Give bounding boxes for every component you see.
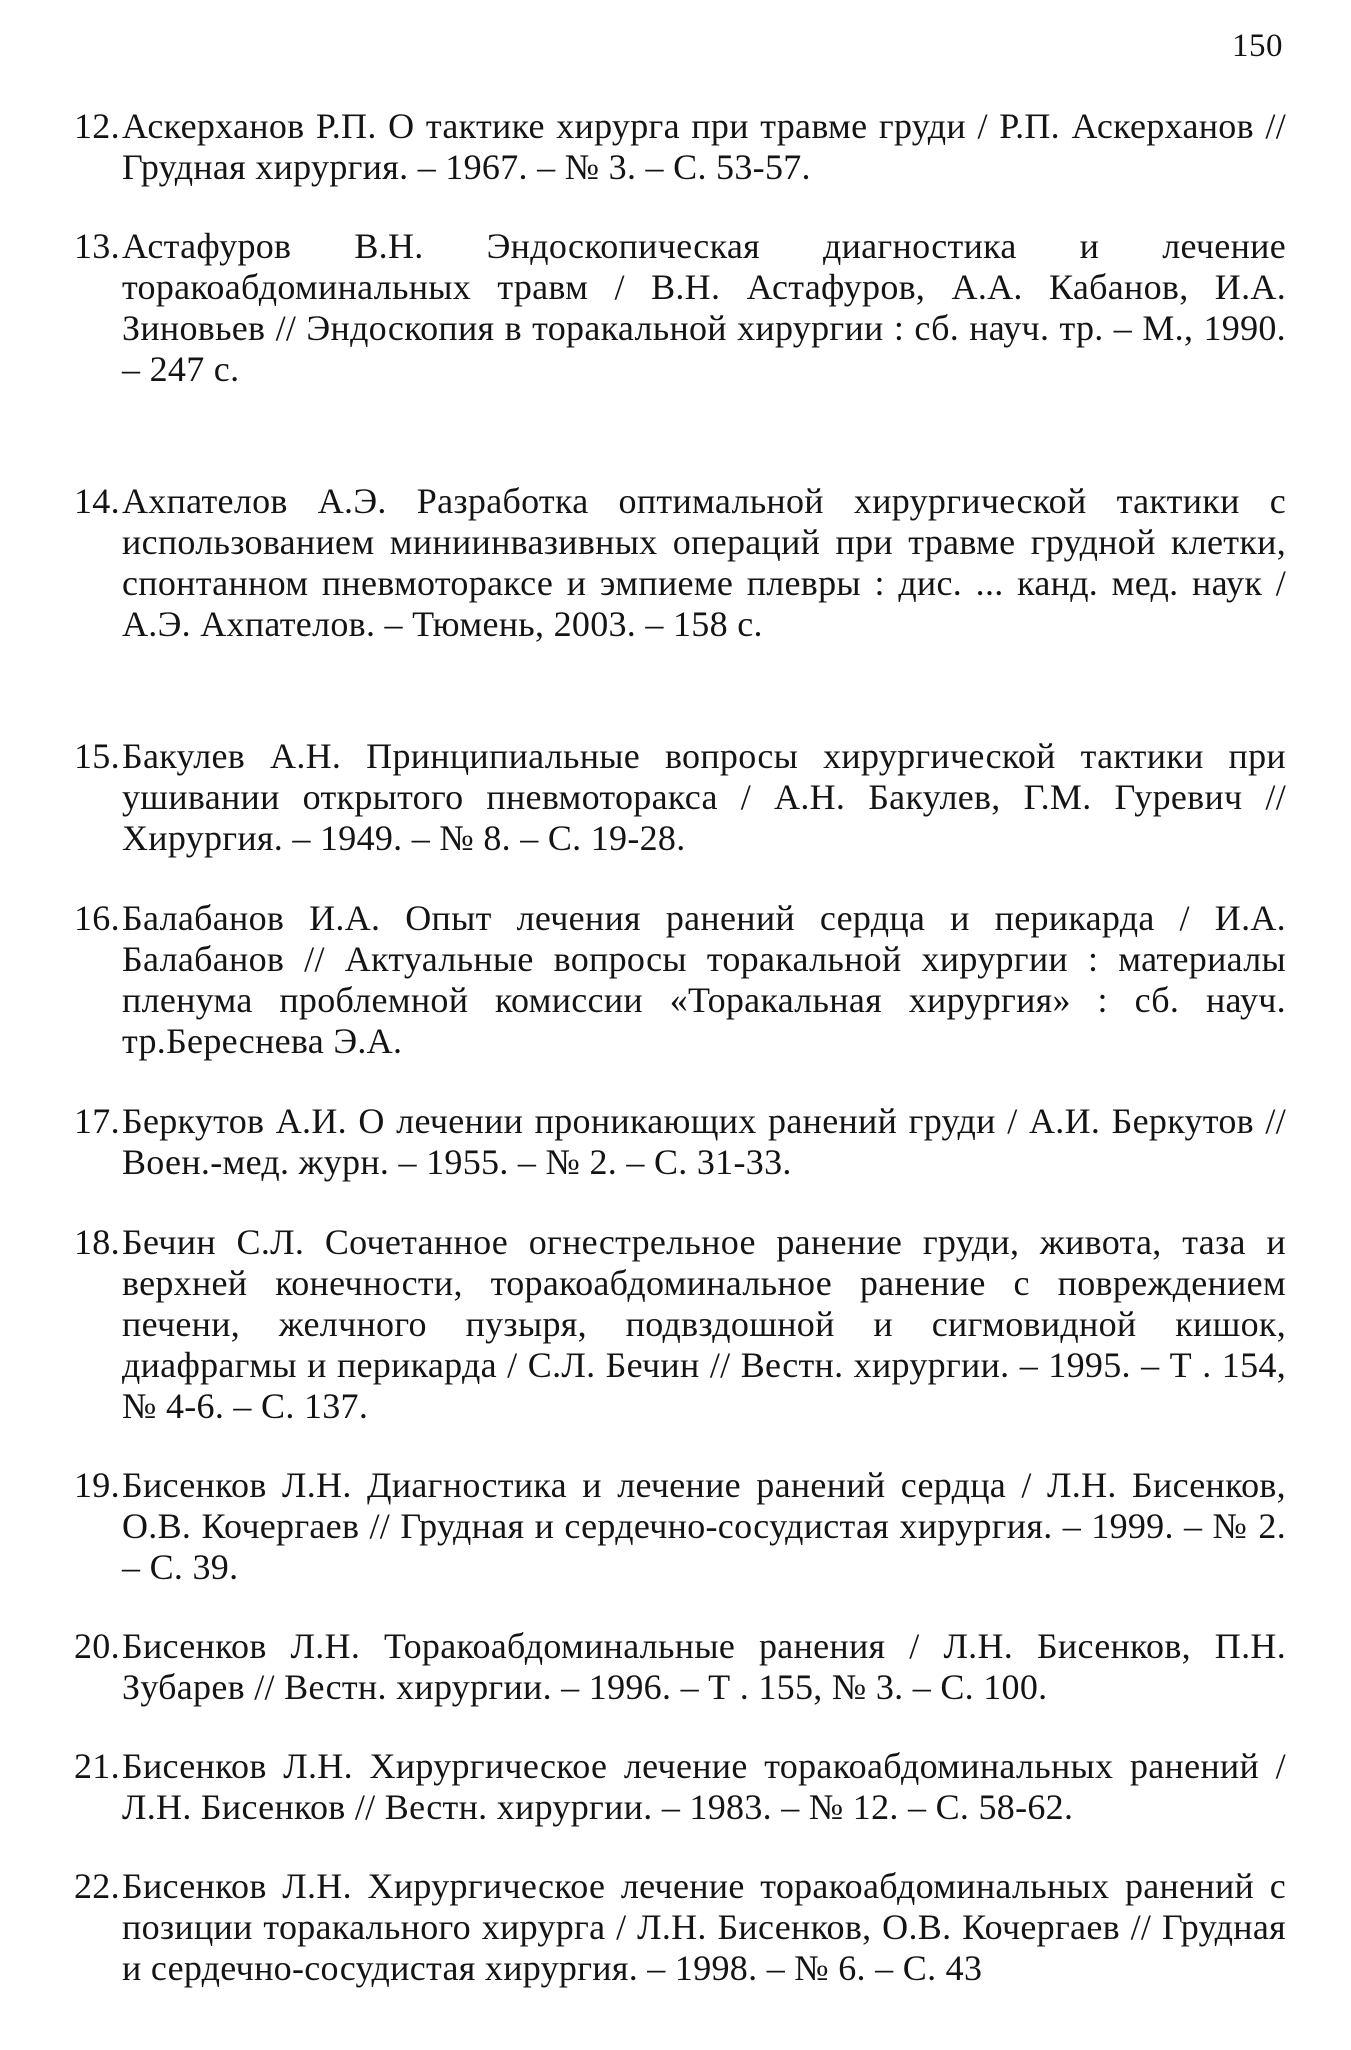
reference-text: Бисенков Л.Н. Диагностика и лечение ранений сердца / Л.Н. Бисенков, О.В. Кочергаев // Грудная и сердечно-сосудистая хирургия. – 1999. – № 2. – С. 39. xyxy=(122,1465,1286,1587)
reference-text: Бакулев А.Н. Принципиальные вопросы хирургической тактики при ушивании открытого пневмоторакса / А.Н. Бакулев, Г.М. Гуревич // Хирургия. – 1949. – № 8. – С. 19-28. xyxy=(122,736,1286,858)
reference-text: Бисенков Л.Н. Торакоабдоминальные ранения / Л.Н. Бисенков, П.Н. Зубарев // Вестн. хирургии. – 1996. – Т . 155, № 3. – С. 100. xyxy=(122,1626,1286,1707)
reference-number: 12. xyxy=(74,106,120,146)
reference-item xyxy=(74,1465,1286,1588)
reference-number: 16. xyxy=(74,898,120,938)
reference-item xyxy=(74,1746,1286,1828)
reference-number: 20. xyxy=(74,1626,120,1666)
reference-text: Бечин С.Л. Сочетанное огнестрельное ранение груди, живота, таза и верхней конечности, торакоабдоминальное ранение с повреждением печени, желчного пузыря, подвздошной и сигмовидной кишок, диафрагмы и перикарда / С.Л. Бечин // Вестн. хирургии. – 1995. – Т . 154, № 4-6. – С. 137. xyxy=(122,1222,1286,1426)
reference-number: 19. xyxy=(74,1465,120,1505)
reference-text: Бисенков Л.Н. Хирургическое лечение торакоабдоминальных ранений с позиции торакального хирурга / Л.Н. Бисенков, О.В. Кочергаев // Грудная и сердечно-сосудистая хирургия. – 1998. – № 6. – С. 43 xyxy=(122,1866,1286,1988)
reference-item xyxy=(74,736,1286,859)
reference-item xyxy=(74,1626,1286,1708)
reference-text: Аскерханов Р.П. О тактике хирурга при травме груди / Р.П. Аскерханов // Грудная хирургия. – 1967. – № 3. – С. 53-57. xyxy=(122,106,1286,187)
reference-text: Астафуров В.Н. Эндоскопическая диагностика и лечение торакоабдоминальных травм / В.Н. Астафуров, А.А. Кабанов, И.А. Зиновьев // Эндоскопия в торакальной хирургии : сб. науч. тр. – М., 1990. – 247 с. xyxy=(122,226,1286,389)
reference-number: 21. xyxy=(74,1746,120,1786)
reference-number: 18. xyxy=(74,1222,120,1262)
reference-text: Бисенков Л.Н. Хирургическое лечение торакоабдоминальных ранений / Л.Н. Бисенков // Вестн. хирургии. – 1983. – № 12. – С. 58-62. xyxy=(122,1746,1286,1827)
reference-item xyxy=(74,1101,1286,1183)
reference-number: 22. xyxy=(74,1866,120,1906)
reference-number: 15. xyxy=(74,736,120,776)
reference-item xyxy=(74,481,1286,645)
reference-item xyxy=(74,1222,1286,1427)
reference-text: Ахпателов А.Э. Разработка оптимальной хирургической тактики с использованием миниинвазивных операций при травме грудной клетки, спонтанном пневмотораксе и эмпиеме плевры : дис. ... канд. мед. наук / А.Э. Ахпателов. – Тюмень, 2003. – 158 с. xyxy=(122,481,1286,644)
reference-number: 13. xyxy=(74,226,120,266)
reference-item xyxy=(74,106,1286,188)
bibliography-list xyxy=(74,106,1286,1989)
reference-number: 14. xyxy=(74,481,120,521)
page-number: 150 xyxy=(1232,28,1283,64)
reference-item xyxy=(74,226,1286,390)
reference-text: Беркутов А.И. О лечении проникающих ранений груди / А.И. Беркутов // Воен.-мед. журн. – 1955. – № 2. – С. 31-33. xyxy=(122,1101,1286,1182)
reference-item xyxy=(74,898,1286,1062)
reference-number: 17. xyxy=(74,1101,120,1141)
reference-item xyxy=(74,1866,1286,1989)
reference-text: Балабанов И.А. Опыт лечения ранений сердца и перикарда / И.А. Балабанов // Актуальные вопросы торакальной хирургии : материалы пленума проблемной комиссии «Торакальная хирургия» : сб. науч. тр.Береснева Э.А. xyxy=(122,898,1286,1061)
